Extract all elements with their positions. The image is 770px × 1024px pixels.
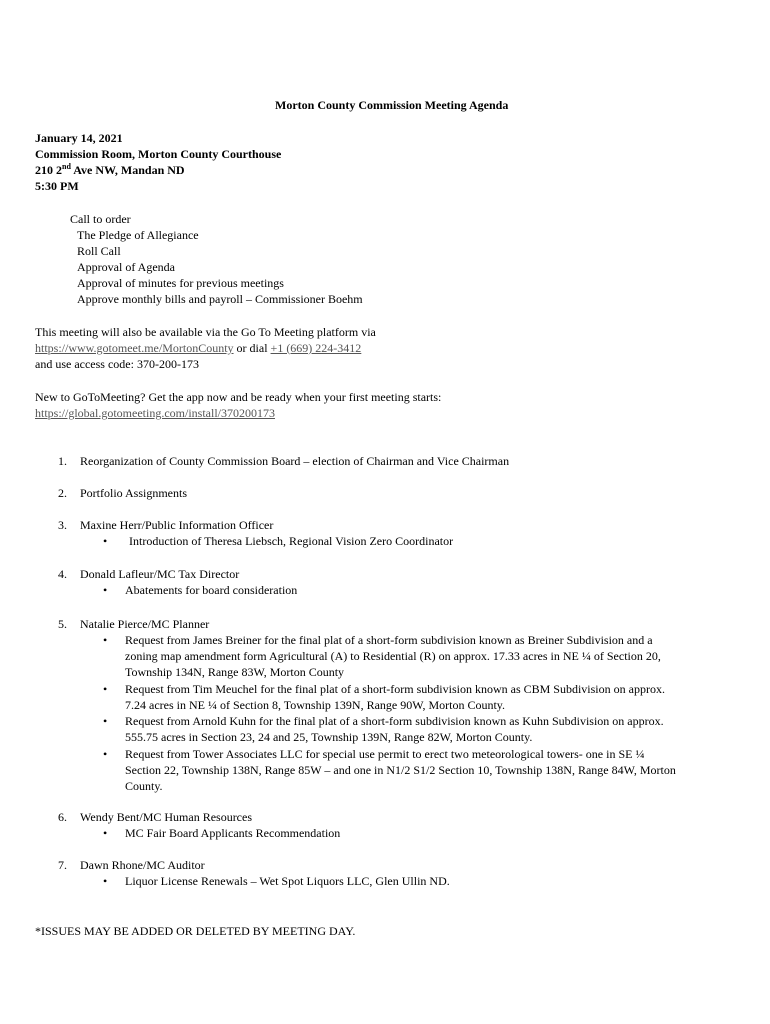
- address-post: Ave NW, Mandan ND: [70, 163, 185, 177]
- address-pre: 210 2: [35, 163, 62, 177]
- opening-item: Roll Call: [77, 244, 121, 258]
- bullet-icon: •: [103, 633, 108, 647]
- agenda-title: Wendy Bent/MC Human Resources: [80, 810, 253, 824]
- bullet-icon: •: [103, 714, 108, 728]
- agenda-subitem-line: Request from Tower Associates LLC for special use permit to erect two meteorological towers- one in SE ¼: [125, 747, 645, 761]
- agenda-subitem-line: Section 22, Township 138N, Range 85W – and one in N1/2 S1/2 Section 10, Township 138N, Range 84W, Morton: [125, 763, 676, 777]
- agenda-subitem-line: Township 134N, Range 83W, Morton County: [125, 665, 345, 679]
- address-sup: nd: [62, 162, 71, 171]
- agenda-title: Portfolio Assignments: [80, 486, 188, 500]
- agenda-number: 5.: [58, 617, 67, 631]
- bullet-icon: •: [103, 826, 108, 840]
- access-code: and use access code: 370-200-173: [35, 357, 199, 371]
- agenda-subitem: Liquor License Renewals – Wet Spot Liquors LLC, Glen Ullin ND.: [125, 874, 450, 888]
- meeting-location: Commission Room, Morton County Courthouse: [35, 147, 282, 161]
- meeting-time: 5:30 PM: [35, 179, 79, 193]
- install-url-link[interactable]: https://global.gotomeeting.com/install/370200173: [35, 406, 275, 420]
- agenda-subitem-line: Request from James Breiner for the final plat of a short-form subdivision known as Breiner Subdivision and a: [125, 633, 653, 647]
- agenda-title: Donald Lafleur/MC Tax Director: [80, 567, 240, 581]
- gotomeeting-link-line: [35, 340, 361, 356]
- opening-item: The Pledge of Allegiance: [77, 228, 199, 242]
- agenda-subitem-line: County.: [125, 779, 163, 793]
- agenda-title: Dawn Rhone/MC Auditor: [80, 858, 205, 872]
- meeting-address: [35, 162, 185, 178]
- agenda-title: Reorganization of County Commission Board – election of Chairman and Vice Chairman: [80, 454, 510, 468]
- dial-phone-link[interactable]: +1 (669) 224-3412: [270, 341, 362, 355]
- agenda-subitem-line: 555.75 acres in Section 23, 24 and 25, Township 139N, Range 82W, Morton County.: [125, 730, 533, 744]
- bullet-icon: •: [103, 534, 108, 548]
- agenda-number: 1.: [58, 454, 67, 468]
- agenda-subitem: MC Fair Board Applicants Recommendation: [125, 826, 341, 840]
- opening-item: Approve monthly bills and payroll – Commissioner Boehm: [77, 292, 363, 306]
- agenda-title: Natalie Pierce/MC Planner: [80, 617, 210, 631]
- bullet-icon: •: [103, 747, 108, 761]
- agenda-number: 3.: [58, 518, 67, 532]
- agenda-subitem: Introduction of Theresa Liebsch, Regional Vision Zero Coordinator: [129, 534, 454, 548]
- bullet-icon: •: [103, 874, 108, 888]
- page-title: Morton County Commission Meeting Agenda: [275, 98, 509, 112]
- call-to-order: Call to order: [70, 212, 131, 226]
- agenda-subitem-line: Request from Arnold Kuhn for the final plat of a short-form subdivision known as Kuhn Subdivision on approx.: [125, 714, 664, 728]
- agenda-title: Maxine Herr/Public Information Officer: [80, 518, 274, 532]
- gotomeeting-url-link[interactable]: https://www.gotomeet.me/MortonCounty: [35, 341, 234, 355]
- agenda-number: 6.: [58, 810, 67, 824]
- agenda-number: 7.: [58, 858, 67, 872]
- new-to-gotomeeting: New to GoToMeeting? Get the app now and be ready when your first meeting starts:: [35, 390, 442, 404]
- agenda-subitem-line: zoning map amendment form Agricultural (A) to Residential (R) on approx. 17.33 acres in NE ¼ of Section 20,: [125, 649, 661, 663]
- or-dial-text: or dial: [233, 341, 271, 355]
- agenda-number: 2.: [58, 486, 67, 500]
- agenda-subitem-line: 7.24 acres in NE ¼ of Section 8, Township 139N, Range 90W, Morton County.: [125, 698, 506, 712]
- footer-note: *ISSUES MAY BE ADDED OR DELETED BY MEETING DAY.: [35, 924, 356, 938]
- agenda-subitem-line: Request from Tim Meuchel for the final plat of a short-form subdivision known as CBM Subdivision on approx.: [125, 682, 665, 696]
- gotomeeting-intro: This meeting will also be available via the Go To Meeting platform via: [35, 325, 376, 339]
- bullet-icon: •: [103, 682, 108, 696]
- agenda-number: 4.: [58, 567, 67, 581]
- opening-item: Approval of minutes for previous meetings: [77, 276, 284, 290]
- bullet-icon: •: [103, 583, 108, 597]
- meeting-date: January 14, 2021: [35, 131, 123, 145]
- agenda-subitem: Abatements for board consideration: [125, 583, 298, 597]
- opening-item: Approval of Agenda: [77, 260, 175, 274]
